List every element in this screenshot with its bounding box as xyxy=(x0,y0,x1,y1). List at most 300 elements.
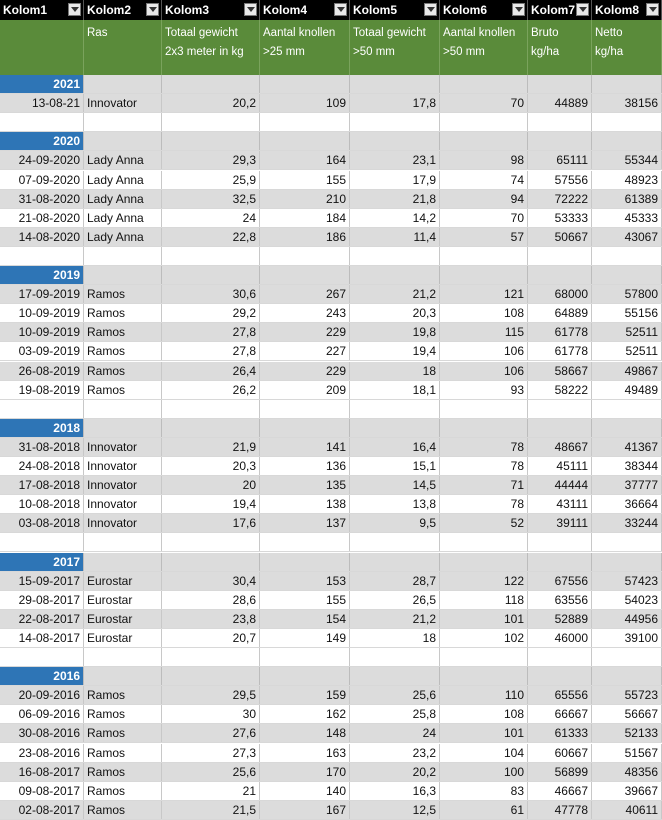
table-cell[interactable]: 17,8 xyxy=(350,94,440,112)
table-cell[interactable]: 94 xyxy=(440,190,528,208)
empty-cell[interactable] xyxy=(440,75,528,93)
table-cell[interactable]: 163 xyxy=(260,744,350,762)
empty-cell[interactable] xyxy=(592,247,662,265)
table-cell[interactable]: 32,5 xyxy=(162,190,260,208)
empty-cell[interactable] xyxy=(440,533,528,551)
empty-cell[interactable] xyxy=(440,113,528,131)
table-cell[interactable]: 159 xyxy=(260,686,350,704)
table-cell[interactable]: 153 xyxy=(260,572,350,590)
table-cell[interactable]: 13,8 xyxy=(350,495,440,513)
empty-cell[interactable] xyxy=(440,667,528,685)
filter-dropdown-icon[interactable] xyxy=(244,3,257,16)
table-cell[interactable]: 58667 xyxy=(528,362,592,380)
table-cell[interactable]: 155 xyxy=(260,591,350,609)
table-cell[interactable]: 13-08-21 xyxy=(0,94,84,112)
empty-cell[interactable] xyxy=(260,419,350,437)
table-cell[interactable]: 136 xyxy=(260,457,350,475)
table-cell[interactable]: 52889 xyxy=(528,610,592,628)
subheader-cell[interactable] xyxy=(0,20,84,75)
table-cell[interactable]: 71 xyxy=(440,476,528,494)
table-cell[interactable]: 48667 xyxy=(528,438,592,456)
year-label[interactable]: 2021 xyxy=(0,75,83,93)
empty-cell[interactable] xyxy=(592,553,662,571)
table-cell[interactable]: 68000 xyxy=(528,285,592,303)
table-cell[interactable]: 17-09-2019 xyxy=(0,285,84,303)
subheader-cell[interactable] xyxy=(592,20,662,75)
empty-cell[interactable] xyxy=(84,553,162,571)
table-cell[interactable]: Eurostar xyxy=(84,629,162,647)
table-cell[interactable]: 19,4 xyxy=(350,342,440,360)
table-cell[interactable]: Lady Anna xyxy=(84,228,162,246)
table-cell[interactable]: 27,3 xyxy=(162,744,260,762)
table-cell[interactable]: Innovator xyxy=(84,495,162,513)
table-cell[interactable]: 78 xyxy=(440,495,528,513)
empty-cell[interactable] xyxy=(528,648,592,666)
table-cell[interactable]: 61 xyxy=(440,801,528,819)
table-cell[interactable]: 16-08-2017 xyxy=(0,763,84,781)
table-cell[interactable]: 25,6 xyxy=(350,686,440,704)
table-cell[interactable]: 21 xyxy=(162,782,260,800)
table-cell[interactable]: 30,4 xyxy=(162,572,260,590)
column-header-6[interactable] xyxy=(440,0,528,20)
table-cell[interactable]: 26-08-2019 xyxy=(0,362,84,380)
empty-cell[interactable] xyxy=(84,419,162,437)
table-cell[interactable]: 29,2 xyxy=(162,304,260,322)
empty-cell[interactable] xyxy=(84,247,162,265)
empty-cell[interactable] xyxy=(84,533,162,551)
table-cell[interactable]: Ramos xyxy=(84,686,162,704)
table-cell[interactable]: 52133 xyxy=(592,724,662,742)
table-cell[interactable]: 24-08-2018 xyxy=(0,457,84,475)
table-cell[interactable]: Ramos xyxy=(84,285,162,303)
table-cell[interactable]: 21,2 xyxy=(350,285,440,303)
table-cell[interactable]: 61333 xyxy=(528,724,592,742)
table-cell[interactable]: 63556 xyxy=(528,591,592,609)
empty-cell[interactable] xyxy=(592,132,662,150)
table-cell[interactable]: 15-09-2017 xyxy=(0,572,84,590)
table-cell[interactable]: 53333 xyxy=(528,209,592,227)
table-cell[interactable]: 100 xyxy=(440,763,528,781)
table-cell[interactable]: 17,6 xyxy=(162,514,260,532)
table-cell[interactable]: 60667 xyxy=(528,744,592,762)
empty-cell[interactable] xyxy=(592,113,662,131)
empty-cell[interactable] xyxy=(528,247,592,265)
empty-cell[interactable] xyxy=(440,400,528,418)
empty-cell[interactable] xyxy=(260,132,350,150)
table-cell[interactable]: 10-09-2019 xyxy=(0,304,84,322)
empty-cell[interactable] xyxy=(528,419,592,437)
table-cell[interactable]: Lady Anna xyxy=(84,171,162,189)
table-cell[interactable]: 229 xyxy=(260,323,350,341)
empty-cell[interactable] xyxy=(162,419,260,437)
table-cell[interactable]: 14-08-2017 xyxy=(0,629,84,647)
empty-cell[interactable] xyxy=(162,132,260,150)
empty-cell[interactable] xyxy=(440,553,528,571)
table-cell[interactable]: 14,5 xyxy=(350,476,440,494)
table-cell[interactable]: 93 xyxy=(440,381,528,399)
empty-cell[interactable] xyxy=(528,266,592,284)
table-cell[interactable]: Innovator xyxy=(84,94,162,112)
table-cell[interactable]: Ramos xyxy=(84,782,162,800)
table-cell[interactable]: 29,3 xyxy=(162,151,260,169)
table-cell[interactable]: 46667 xyxy=(528,782,592,800)
empty-cell[interactable] xyxy=(162,400,260,418)
table-cell[interactable]: 56667 xyxy=(592,705,662,723)
empty-cell[interactable] xyxy=(528,75,592,93)
column-header-4[interactable] xyxy=(260,0,350,20)
table-cell[interactable]: 140 xyxy=(260,782,350,800)
table-cell[interactable]: 209 xyxy=(260,381,350,399)
table-cell[interactable]: 21,5 xyxy=(162,801,260,819)
table-cell[interactable]: 03-09-2019 xyxy=(0,342,84,360)
table-cell[interactable]: 51567 xyxy=(592,744,662,762)
table-cell[interactable]: 101 xyxy=(440,610,528,628)
table-cell[interactable]: 102 xyxy=(440,629,528,647)
table-cell[interactable]: 19,8 xyxy=(350,323,440,341)
table-cell[interactable]: 16,4 xyxy=(350,438,440,456)
empty-cell[interactable] xyxy=(162,553,260,571)
table-cell[interactable]: 19,4 xyxy=(162,495,260,513)
filter-dropdown-icon[interactable] xyxy=(512,3,525,16)
table-cell[interactable]: 58222 xyxy=(528,381,592,399)
table-cell[interactable]: 44889 xyxy=(528,94,592,112)
table-cell[interactable]: 121 xyxy=(440,285,528,303)
empty-cell[interactable] xyxy=(592,419,662,437)
empty-cell[interactable] xyxy=(350,553,440,571)
empty-cell[interactable] xyxy=(440,648,528,666)
empty-cell[interactable] xyxy=(350,266,440,284)
table-cell[interactable]: 170 xyxy=(260,763,350,781)
table-cell[interactable]: 15,1 xyxy=(350,457,440,475)
year-label[interactable]: 2019 xyxy=(0,266,83,284)
table-cell[interactable]: 104 xyxy=(440,744,528,762)
filter-dropdown-icon[interactable] xyxy=(576,3,589,16)
empty-cell[interactable] xyxy=(260,648,350,666)
empty-cell[interactable] xyxy=(350,419,440,437)
table-cell[interactable]: Ramos xyxy=(84,801,162,819)
empty-cell[interactable] xyxy=(0,533,84,551)
subheader-cell[interactable] xyxy=(260,20,350,75)
table-cell[interactable]: 109 xyxy=(260,94,350,112)
table-cell[interactable]: 155 xyxy=(260,171,350,189)
table-cell[interactable]: 26,4 xyxy=(162,362,260,380)
table-cell[interactable]: 38344 xyxy=(592,457,662,475)
table-cell[interactable]: 44956 xyxy=(592,610,662,628)
table-cell[interactable]: 57 xyxy=(440,228,528,246)
empty-cell[interactable] xyxy=(528,400,592,418)
filter-dropdown-icon[interactable] xyxy=(424,3,437,16)
table-cell[interactable]: 108 xyxy=(440,304,528,322)
subheader-cell[interactable] xyxy=(84,20,162,75)
table-cell[interactable]: 56899 xyxy=(528,763,592,781)
table-cell[interactable]: 55344 xyxy=(592,151,662,169)
table-cell[interactable]: 122 xyxy=(440,572,528,590)
table-cell[interactable]: 52511 xyxy=(592,342,662,360)
table-cell[interactable]: Ramos xyxy=(84,362,162,380)
table-cell[interactable]: 06-09-2016 xyxy=(0,705,84,723)
table-cell[interactable]: 27,8 xyxy=(162,342,260,360)
table-cell[interactable]: 186 xyxy=(260,228,350,246)
table-cell[interactable]: 12,5 xyxy=(350,801,440,819)
table-cell[interactable]: 19-08-2019 xyxy=(0,381,84,399)
table-cell[interactable]: Ramos xyxy=(84,342,162,360)
table-cell[interactable]: 41367 xyxy=(592,438,662,456)
table-cell[interactable]: 09-08-2017 xyxy=(0,782,84,800)
table-cell[interactable]: Ramos xyxy=(84,763,162,781)
table-cell[interactable]: 49867 xyxy=(592,362,662,380)
empty-cell[interactable] xyxy=(84,648,162,666)
table-cell[interactable]: 44444 xyxy=(528,476,592,494)
empty-cell[interactable] xyxy=(350,247,440,265)
table-cell[interactable]: 162 xyxy=(260,705,350,723)
table-cell[interactable]: 154 xyxy=(260,610,350,628)
table-cell[interactable]: 20,2 xyxy=(162,94,260,112)
table-cell[interactable]: 39667 xyxy=(592,782,662,800)
table-cell[interactable]: 30,6 xyxy=(162,285,260,303)
empty-cell[interactable] xyxy=(0,113,84,131)
table-cell[interactable]: 10-09-2019 xyxy=(0,323,84,341)
table-cell[interactable]: 48923 xyxy=(592,171,662,189)
table-cell[interactable]: 227 xyxy=(260,342,350,360)
table-cell[interactable]: Ramos xyxy=(84,323,162,341)
empty-cell[interactable] xyxy=(350,75,440,93)
subheader-cell[interactable] xyxy=(350,20,440,75)
empty-cell[interactable] xyxy=(0,400,84,418)
table-cell[interactable]: 28,7 xyxy=(350,572,440,590)
table-cell[interactable]: Ramos xyxy=(84,705,162,723)
empty-cell[interactable] xyxy=(260,667,350,685)
empty-cell[interactable] xyxy=(440,132,528,150)
empty-cell[interactable] xyxy=(162,648,260,666)
table-cell[interactable]: 14,2 xyxy=(350,209,440,227)
table-cell[interactable]: 61389 xyxy=(592,190,662,208)
empty-cell[interactable] xyxy=(592,667,662,685)
table-cell[interactable]: 20-09-2016 xyxy=(0,686,84,704)
table-cell[interactable]: 9,5 xyxy=(350,514,440,532)
filter-dropdown-icon[interactable] xyxy=(646,3,659,16)
empty-cell[interactable] xyxy=(84,113,162,131)
empty-cell[interactable] xyxy=(592,75,662,93)
table-cell[interactable]: 38156 xyxy=(592,94,662,112)
table-cell[interactable]: 24 xyxy=(162,209,260,227)
table-cell[interactable]: Ramos xyxy=(84,304,162,322)
table-cell[interactable]: Eurostar xyxy=(84,591,162,609)
empty-cell[interactable] xyxy=(528,533,592,551)
table-cell[interactable]: 72222 xyxy=(528,190,592,208)
table-cell[interactable]: 118 xyxy=(440,591,528,609)
table-cell[interactable]: 29-08-2017 xyxy=(0,591,84,609)
column-header-1[interactable] xyxy=(0,0,84,20)
table-cell[interactable]: 22-08-2017 xyxy=(0,610,84,628)
table-cell[interactable]: Lady Anna xyxy=(84,190,162,208)
table-cell[interactable]: 43111 xyxy=(528,495,592,513)
table-cell[interactable]: 70 xyxy=(440,209,528,227)
table-cell[interactable]: 74 xyxy=(440,171,528,189)
table-cell[interactable]: 101 xyxy=(440,724,528,742)
table-cell[interactable]: 52511 xyxy=(592,323,662,341)
filter-dropdown-icon[interactable] xyxy=(146,3,159,16)
table-cell[interactable]: 20,3 xyxy=(162,457,260,475)
table-cell[interactable]: 23,1 xyxy=(350,151,440,169)
empty-cell[interactable] xyxy=(260,247,350,265)
empty-cell[interactable] xyxy=(350,132,440,150)
table-cell[interactable]: 61778 xyxy=(528,323,592,341)
table-cell[interactable]: 45111 xyxy=(528,457,592,475)
table-cell[interactable]: 52 xyxy=(440,514,528,532)
column-header-7[interactable] xyxy=(528,0,592,20)
table-cell[interactable]: 20,2 xyxy=(350,763,440,781)
table-cell[interactable]: 16,3 xyxy=(350,782,440,800)
empty-cell[interactable] xyxy=(162,113,260,131)
empty-cell[interactable] xyxy=(162,75,260,93)
empty-cell[interactable] xyxy=(162,667,260,685)
empty-cell[interactable] xyxy=(84,667,162,685)
table-cell[interactable]: 55723 xyxy=(592,686,662,704)
table-cell[interactable]: 148 xyxy=(260,724,350,742)
table-cell[interactable]: Innovator xyxy=(84,438,162,456)
table-cell[interactable]: 243 xyxy=(260,304,350,322)
table-cell[interactable]: Innovator xyxy=(84,476,162,494)
table-cell[interactable]: 210 xyxy=(260,190,350,208)
table-cell[interactable]: 54023 xyxy=(592,591,662,609)
table-cell[interactable]: 33244 xyxy=(592,514,662,532)
empty-cell[interactable] xyxy=(350,667,440,685)
table-cell[interactable]: Ramos xyxy=(84,744,162,762)
table-cell[interactable]: 23,8 xyxy=(162,610,260,628)
table-cell[interactable]: 36664 xyxy=(592,495,662,513)
table-cell[interactable]: 49489 xyxy=(592,381,662,399)
year-label[interactable]: 2016 xyxy=(0,667,83,685)
table-cell[interactable]: 149 xyxy=(260,629,350,647)
table-cell[interactable]: 23,2 xyxy=(350,744,440,762)
empty-cell[interactable] xyxy=(528,667,592,685)
table-cell[interactable]: 11,4 xyxy=(350,228,440,246)
filter-dropdown-icon[interactable] xyxy=(334,3,347,16)
empty-cell[interactable] xyxy=(592,400,662,418)
table-cell[interactable]: 20 xyxy=(162,476,260,494)
table-cell[interactable]: 39111 xyxy=(528,514,592,532)
table-cell[interactable]: 30 xyxy=(162,705,260,723)
table-cell[interactable]: 78 xyxy=(440,438,528,456)
table-cell[interactable]: 106 xyxy=(440,362,528,380)
empty-cell[interactable] xyxy=(528,132,592,150)
table-cell[interactable]: 50667 xyxy=(528,228,592,246)
table-cell[interactable]: 39100 xyxy=(592,629,662,647)
empty-cell[interactable] xyxy=(84,132,162,150)
table-cell[interactable]: 47778 xyxy=(528,801,592,819)
table-cell[interactable]: 267 xyxy=(260,285,350,303)
table-cell[interactable]: Innovator xyxy=(84,457,162,475)
table-cell[interactable]: 21-08-2020 xyxy=(0,209,84,227)
table-cell[interactable]: 17-08-2018 xyxy=(0,476,84,494)
table-cell[interactable]: Eurostar xyxy=(84,610,162,628)
table-cell[interactable]: 57800 xyxy=(592,285,662,303)
table-cell[interactable]: 37777 xyxy=(592,476,662,494)
table-cell[interactable]: 18 xyxy=(350,629,440,647)
empty-cell[interactable] xyxy=(440,247,528,265)
table-cell[interactable]: Eurostar xyxy=(84,572,162,590)
table-cell[interactable]: 48356 xyxy=(592,763,662,781)
table-cell[interactable]: 25,8 xyxy=(350,705,440,723)
empty-cell[interactable] xyxy=(84,266,162,284)
filter-dropdown-icon[interactable] xyxy=(68,3,81,16)
table-cell[interactable]: 138 xyxy=(260,495,350,513)
table-cell[interactable]: 20,3 xyxy=(350,304,440,322)
column-header-8[interactable] xyxy=(592,0,662,20)
table-cell[interactable]: 24 xyxy=(350,724,440,742)
table-cell[interactable]: 25,6 xyxy=(162,763,260,781)
column-header-5[interactable] xyxy=(350,0,440,20)
table-cell[interactable]: 26,5 xyxy=(350,591,440,609)
table-cell[interactable]: 45333 xyxy=(592,209,662,227)
empty-cell[interactable] xyxy=(350,533,440,551)
table-cell[interactable]: 141 xyxy=(260,438,350,456)
table-cell[interactable]: 27,8 xyxy=(162,323,260,341)
table-cell[interactable]: 57423 xyxy=(592,572,662,590)
table-cell[interactable]: 26,2 xyxy=(162,381,260,399)
table-cell[interactable]: 40611 xyxy=(592,801,662,819)
table-cell[interactable]: 21,8 xyxy=(350,190,440,208)
table-cell[interactable]: 57556 xyxy=(528,171,592,189)
empty-cell[interactable] xyxy=(528,113,592,131)
year-label[interactable]: 2017 xyxy=(0,553,83,571)
table-cell[interactable]: 21,9 xyxy=(162,438,260,456)
empty-cell[interactable] xyxy=(350,113,440,131)
table-cell[interactable]: 98 xyxy=(440,151,528,169)
table-cell[interactable]: 02-08-2017 xyxy=(0,801,84,819)
table-cell[interactable]: 17,9 xyxy=(350,171,440,189)
table-cell[interactable]: 23-08-2016 xyxy=(0,744,84,762)
empty-cell[interactable] xyxy=(84,400,162,418)
table-cell[interactable]: 110 xyxy=(440,686,528,704)
table-cell[interactable]: 43067 xyxy=(592,228,662,246)
table-cell[interactable]: Ramos xyxy=(84,724,162,742)
table-cell[interactable]: Lady Anna xyxy=(84,209,162,227)
table-cell[interactable]: Lady Anna xyxy=(84,151,162,169)
subheader-cell[interactable] xyxy=(528,20,592,75)
table-cell[interactable]: 66667 xyxy=(528,705,592,723)
table-cell[interactable]: 64889 xyxy=(528,304,592,322)
empty-cell[interactable] xyxy=(592,533,662,551)
table-cell[interactable]: 30-08-2016 xyxy=(0,724,84,742)
table-cell[interactable]: 67556 xyxy=(528,572,592,590)
table-cell[interactable]: 28,6 xyxy=(162,591,260,609)
table-cell[interactable]: 167 xyxy=(260,801,350,819)
year-label[interactable]: 2020 xyxy=(0,132,83,150)
empty-cell[interactable] xyxy=(350,648,440,666)
table-cell[interactable]: 10-08-2018 xyxy=(0,495,84,513)
empty-cell[interactable] xyxy=(350,400,440,418)
year-label[interactable]: 2018 xyxy=(0,419,83,437)
table-cell[interactable]: 184 xyxy=(260,209,350,227)
empty-cell[interactable] xyxy=(592,648,662,666)
empty-cell[interactable] xyxy=(84,75,162,93)
empty-cell[interactable] xyxy=(260,113,350,131)
table-cell[interactable]: 46000 xyxy=(528,629,592,647)
table-cell[interactable]: 22,8 xyxy=(162,228,260,246)
table-cell[interactable]: 14-08-2020 xyxy=(0,228,84,246)
empty-cell[interactable] xyxy=(162,247,260,265)
table-cell[interactable]: 55156 xyxy=(592,304,662,322)
table-cell[interactable]: 229 xyxy=(260,362,350,380)
table-cell[interactable]: 83 xyxy=(440,782,528,800)
table-cell[interactable]: Innovator xyxy=(84,514,162,532)
table-cell[interactable]: 24-09-2020 xyxy=(0,151,84,169)
table-cell[interactable]: 29,5 xyxy=(162,686,260,704)
empty-cell[interactable] xyxy=(260,75,350,93)
empty-cell[interactable] xyxy=(260,266,350,284)
table-cell[interactable]: Ramos xyxy=(84,381,162,399)
